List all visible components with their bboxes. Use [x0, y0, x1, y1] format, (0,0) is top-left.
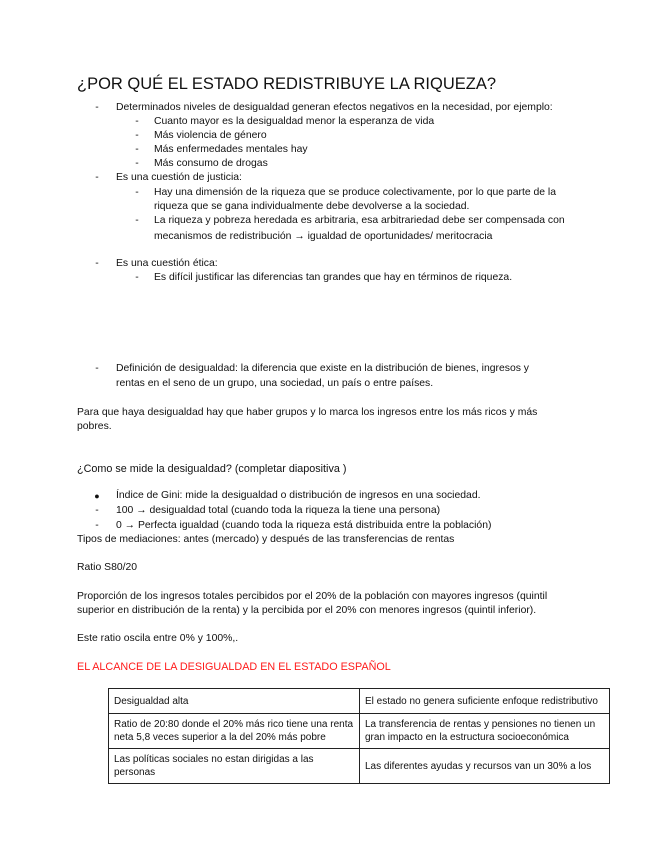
list-item: Más enfermedades mentales hay	[154, 144, 308, 155]
list-item: Más violencia de género	[154, 130, 267, 141]
table-row	[109, 714, 610, 749]
table-cell: Las políticas sociales no estan dirigidas a las personas	[109, 749, 360, 784]
paragraph: Para que haya desigualdad hay que haber grupos y lo marca los ingresos entre los más ricos y más	[77, 407, 538, 418]
table-cell: La transferencia de rentas y pensiones no tienen un gran impacto en la estructura socioeconómica	[360, 714, 610, 749]
list-item: La riqueza y pobreza heredada es arbitraria, esa arbitrariedad debe ser compensada con	[154, 215, 565, 226]
page-title: ¿POR QUÉ EL ESTADO REDISTRIBUYE LA RIQUEZA?	[77, 75, 497, 93]
list-item: Es una cuestión de justicia:	[116, 172, 242, 183]
definition-cont: rentas en el seno de un grupo, una sociedad, un país o entre países.	[116, 378, 434, 389]
dash-bullet: -	[95, 520, 99, 531]
dash-bullet: -	[95, 505, 99, 516]
list-item: Más consumo de drogas	[154, 158, 268, 169]
dot-bullet: ●	[94, 491, 100, 501]
table-cell: Las diferentes ayudas y recursos van un 30% a los	[360, 749, 610, 784]
dash-bullet: -	[135, 144, 139, 155]
list-item: Índice de Gini: mide la desigualdad o distribución de ingresos en una sociedad.	[116, 490, 481, 501]
list-item: 100 → desigualdad total (cuando toda la riqueza la tiene una persona)	[116, 505, 441, 516]
list-item: Es difícil justificar las diferencias tan grandes que hay en términos de riqueza.	[154, 272, 513, 283]
definition: Definición de desigualdad: la diferencia que existe en la distribución de bienes, ingresos y	[116, 363, 529, 374]
list-item: Hay una dimensión de la riqueza que se produce colectivamente, por lo que parte de la	[154, 187, 557, 198]
inequality-table	[108, 688, 610, 784]
ratio-heading: Ratio S80/20	[77, 562, 138, 573]
table-cell: El estado no genera suficiente enfoque redistributivo	[360, 689, 610, 714]
table-row	[109, 749, 610, 784]
list-item: 0 → Perfecta igualdad (cuando toda la riqueza está distribuida entre la población)	[116, 520, 492, 531]
list-item: Cuanto mayor es la desigualdad menor la esperanza de vida	[154, 116, 435, 127]
paragraph: Proporción de los ingresos totales percibidos por el 20% de la población con mayores ingresos (quintil	[77, 591, 548, 602]
dash-bullet: -	[95, 172, 99, 183]
table-row	[109, 689, 610, 714]
list-item: Es una cuestión ética:	[116, 258, 218, 269]
paragraph: pobres.	[77, 421, 112, 432]
dash-bullet: -	[95, 102, 99, 113]
list-item: Determinados niveles de desigualdad generan efectos negativos en la necesidad, por ejemplo:	[116, 102, 553, 113]
paragraph: Este ratio oscila entre 0% y 100%,.	[77, 633, 239, 644]
dash-bullet: -	[135, 116, 139, 127]
dash-bullet: -	[135, 187, 139, 198]
dash-bullet: -	[95, 363, 99, 374]
dash-bullet: -	[95, 258, 99, 269]
dash-bullet: -	[135, 215, 139, 226]
table-cell: Ratio de 20:80 donde el 20% más rico tiene una renta neta 5,8 veces superior a la del 20% más pobre	[109, 714, 360, 749]
paragraph: superior en distribución de la renta) y la percibida por el 20% con menores ingresos (quintil inferior).	[77, 605, 537, 616]
dash-bullet: -	[135, 158, 139, 169]
dash-bullet: -	[135, 130, 139, 141]
measure-heading: ¿Como se mide la desigualdad? (completar diapositiva )	[77, 463, 347, 475]
table-cell: Desigualdad alta	[109, 689, 360, 714]
section-heading: EL ALCANCE DE LA DESIGUALDAD EN EL ESTADO ESPAÑOL	[77, 661, 391, 673]
list-item-cont: mecanismos de redistribución → igualdad de oportunidades/ meritocracia	[154, 231, 493, 242]
dash-bullet: -	[135, 272, 139, 283]
paragraph: Tipos de mediaciones: antes (mercado) y después de las transferencias de rentas	[77, 534, 455, 545]
list-item-cont: riqueza que se gana individualmente debe devolverse a la sociedad.	[154, 201, 470, 212]
